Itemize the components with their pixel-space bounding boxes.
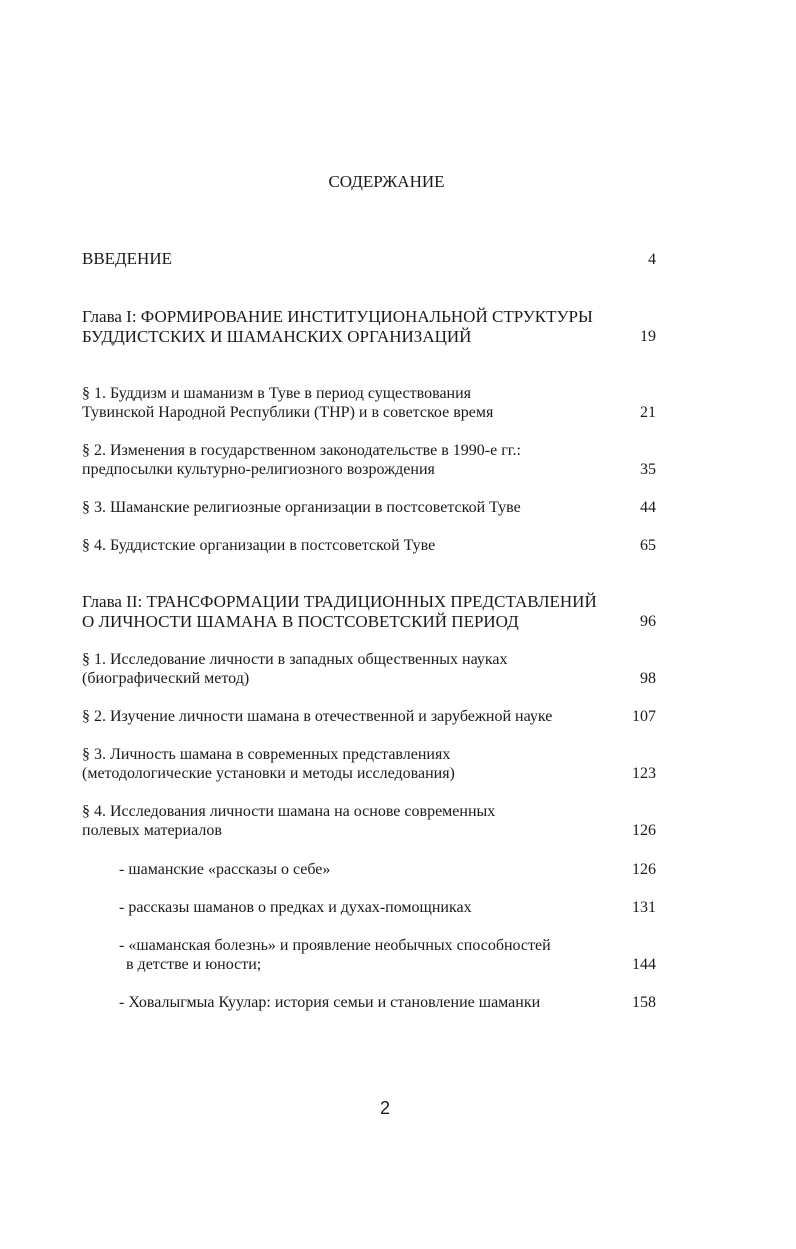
- toc-page-chapter-1: 19: [640, 328, 656, 345]
- toc-section-1-2-line2: предпосылки культурно-религиозного возрождения: [82, 461, 435, 478]
- toc-chapter-2-line1: Глава II: ТРАНСФОРМАЦИИ ТРАДИЦИОННЫХ ПРЕДСТАВЛЕНИЙ: [82, 592, 597, 611]
- toc-page-section-1-4: 65: [640, 537, 656, 554]
- page-number: 2: [379, 1098, 390, 1118]
- toc-page-subitem-1: 126: [632, 861, 656, 878]
- toc-page-subitem-2: 131: [632, 899, 656, 916]
- toc-section-1-4: § 4. Буддистские организации в постсоветской Туве: [82, 537, 436, 554]
- toc-page-section-2-4: 126: [632, 822, 656, 839]
- toc-section-1-2-line1: § 2. Изменения в государственном законодательстве в 1990-е гг.:: [82, 442, 521, 459]
- toc-section-2-3-line2: (методологические установки и методы исследования): [82, 765, 455, 782]
- toc-section-1-1-line2: Тувинской Народной Республики (ТНР) и в советское время: [82, 404, 494, 421]
- toc-subitem-3-line2: в детстве и юности;: [126, 956, 262, 973]
- toc-section-1-3: § 3. Шаманские религиозные организации в постсоветской Туве: [82, 499, 521, 516]
- toc-chapter-1-line2: БУДДИСТСКИХ И ШАМАНСКИХ ОРГАНИЗАЦИЙ: [82, 327, 472, 346]
- toc-section-1-1-line1: § 1. Буддизм и шаманизм в Туве в период существования: [82, 385, 472, 402]
- toc-section-2-1-line1: § 1. Исследование личности в западных общественных науках: [82, 651, 508, 668]
- toc-section-2-1-line2: (биографический метод): [82, 670, 250, 687]
- page-title: СОДЕРЖАНИЕ: [328, 172, 445, 191]
- toc-page-section-2-3: 123: [632, 765, 656, 782]
- toc-subitem-1: - шаманские «рассказы о себе»: [119, 861, 331, 878]
- toc-page-section-1-1: 21: [640, 404, 656, 421]
- toc-page-subitem-3: 144: [632, 956, 656, 973]
- toc-section-2-3-line1: § 3. Личность шамана в современных представлениях: [82, 746, 451, 763]
- toc-section-2-4-line2: полевых материалов: [82, 822, 222, 839]
- toc-chapter-2-line2: О ЛИЧНОСТИ ШАМАНА В ПОСТСОВЕТСКИЙ ПЕРИОД: [82, 612, 519, 631]
- toc-page-intro: 4: [648, 251, 656, 268]
- toc-page-chapter-2: 96: [640, 613, 656, 630]
- toc-section-2-2: § 2. Изучение личности шамана в отечественной и зарубежной науке: [82, 708, 553, 725]
- toc-page-subitem-4: 158: [632, 994, 656, 1011]
- toc-section-2-4-line1: § 4. Исследования личности шамана на основе современных: [82, 803, 496, 820]
- toc-subitem-3-line1: - «шаманская болезнь» и проявление необычных способностей: [119, 937, 551, 954]
- toc-page-section-1-2: 35: [640, 461, 656, 478]
- toc-page-section-2-1: 98: [640, 670, 656, 687]
- toc-chapter-1-line1: Глава I: ФОРМИРОВАНИЕ ИНСТИТУЦИОНАЛЬНОЙ СТРУКТУРЫ: [82, 307, 593, 326]
- toc-page-section-1-3: 44: [640, 499, 656, 516]
- toc-subitem-2: - рассказы шаманов о предках и духах-помощниках: [119, 899, 472, 916]
- toc-entry-intro: ВВЕДЕНИЕ: [82, 249, 172, 268]
- toc-page-section-2-2: 107: [632, 708, 656, 725]
- toc-subitem-4: - Ховалыгмыа Куулар: история семьи и становление шаманки: [119, 994, 541, 1011]
